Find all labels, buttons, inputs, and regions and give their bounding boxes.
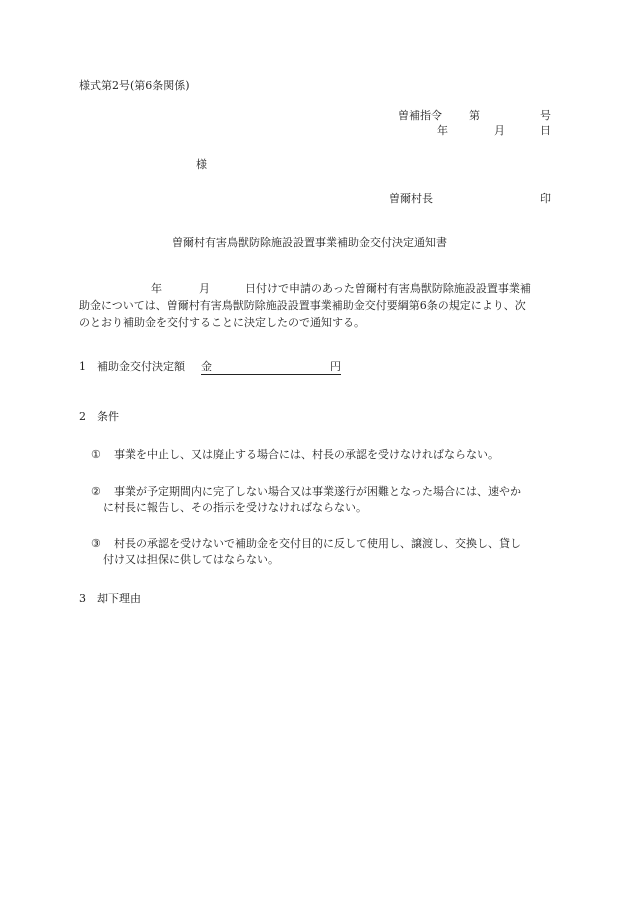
doc-number-prefix: 曽補指令 (398, 109, 442, 122)
body-line3: のとおり補助金を交付することに決定したので通知する。 (79, 316, 365, 329)
document-title: 曽爾村有害鳥獣防除施設設置事業補助金交付決定通知書 (172, 236, 447, 249)
issuer-title: 曽爾村長 (389, 192, 433, 205)
doc-number-go: 号 (540, 109, 551, 122)
date-month: 月 (494, 124, 505, 137)
condition-3-number: ③ (91, 537, 101, 550)
body-line2: 助金については、曽爾村有害鳥獣防除施設設置事業補助金交付要綱第6条の規定により、次 (79, 299, 526, 312)
amount-suffix: 円 (330, 360, 341, 373)
form-label: 様式第2号(第6条関係) (79, 79, 190, 92)
condition-1-text: 事業を中止し、又は廃止する場合には、村長の承認を受けなければならない。 (114, 448, 499, 461)
section-2-label: 2 条件 (79, 410, 119, 423)
addressee-honorific: 様 (196, 158, 207, 171)
issuer-seal: 印 (540, 192, 551, 205)
body-month: 月 (199, 282, 210, 295)
doc-number-dai: 第 (469, 109, 480, 122)
condition-3-text-cont: 付け又は担保に供してはならない。 (103, 553, 279, 566)
section-3-label: 3 却下理由 (79, 592, 141, 605)
condition-2-number: ② (91, 485, 101, 498)
body-year: 年 (151, 282, 162, 295)
condition-2-text: 事業が予定期間内に完了しない場合又は事業遂行が困難となった場合には、速やか (114, 485, 521, 498)
condition-3-text: 村長の承認を受けないで補助金を交付目的に反して使用し、譲渡し、交換し、貸し (114, 537, 521, 550)
section-1-label: 1 補助金交付決定額 (79, 360, 185, 373)
condition-2-text-cont: に村長に報告し、その指示を受けなければならない。 (103, 501, 367, 514)
condition-1-number: ① (91, 448, 101, 461)
body-line1: 日付けで申請のあった曽爾村有害鳥獣防除施設設置事業補 (245, 282, 531, 295)
date-year: 年 (437, 124, 448, 137)
amount-prefix: 金 (201, 360, 212, 373)
amount-field (201, 360, 341, 375)
date-day: 日 (540, 124, 551, 137)
